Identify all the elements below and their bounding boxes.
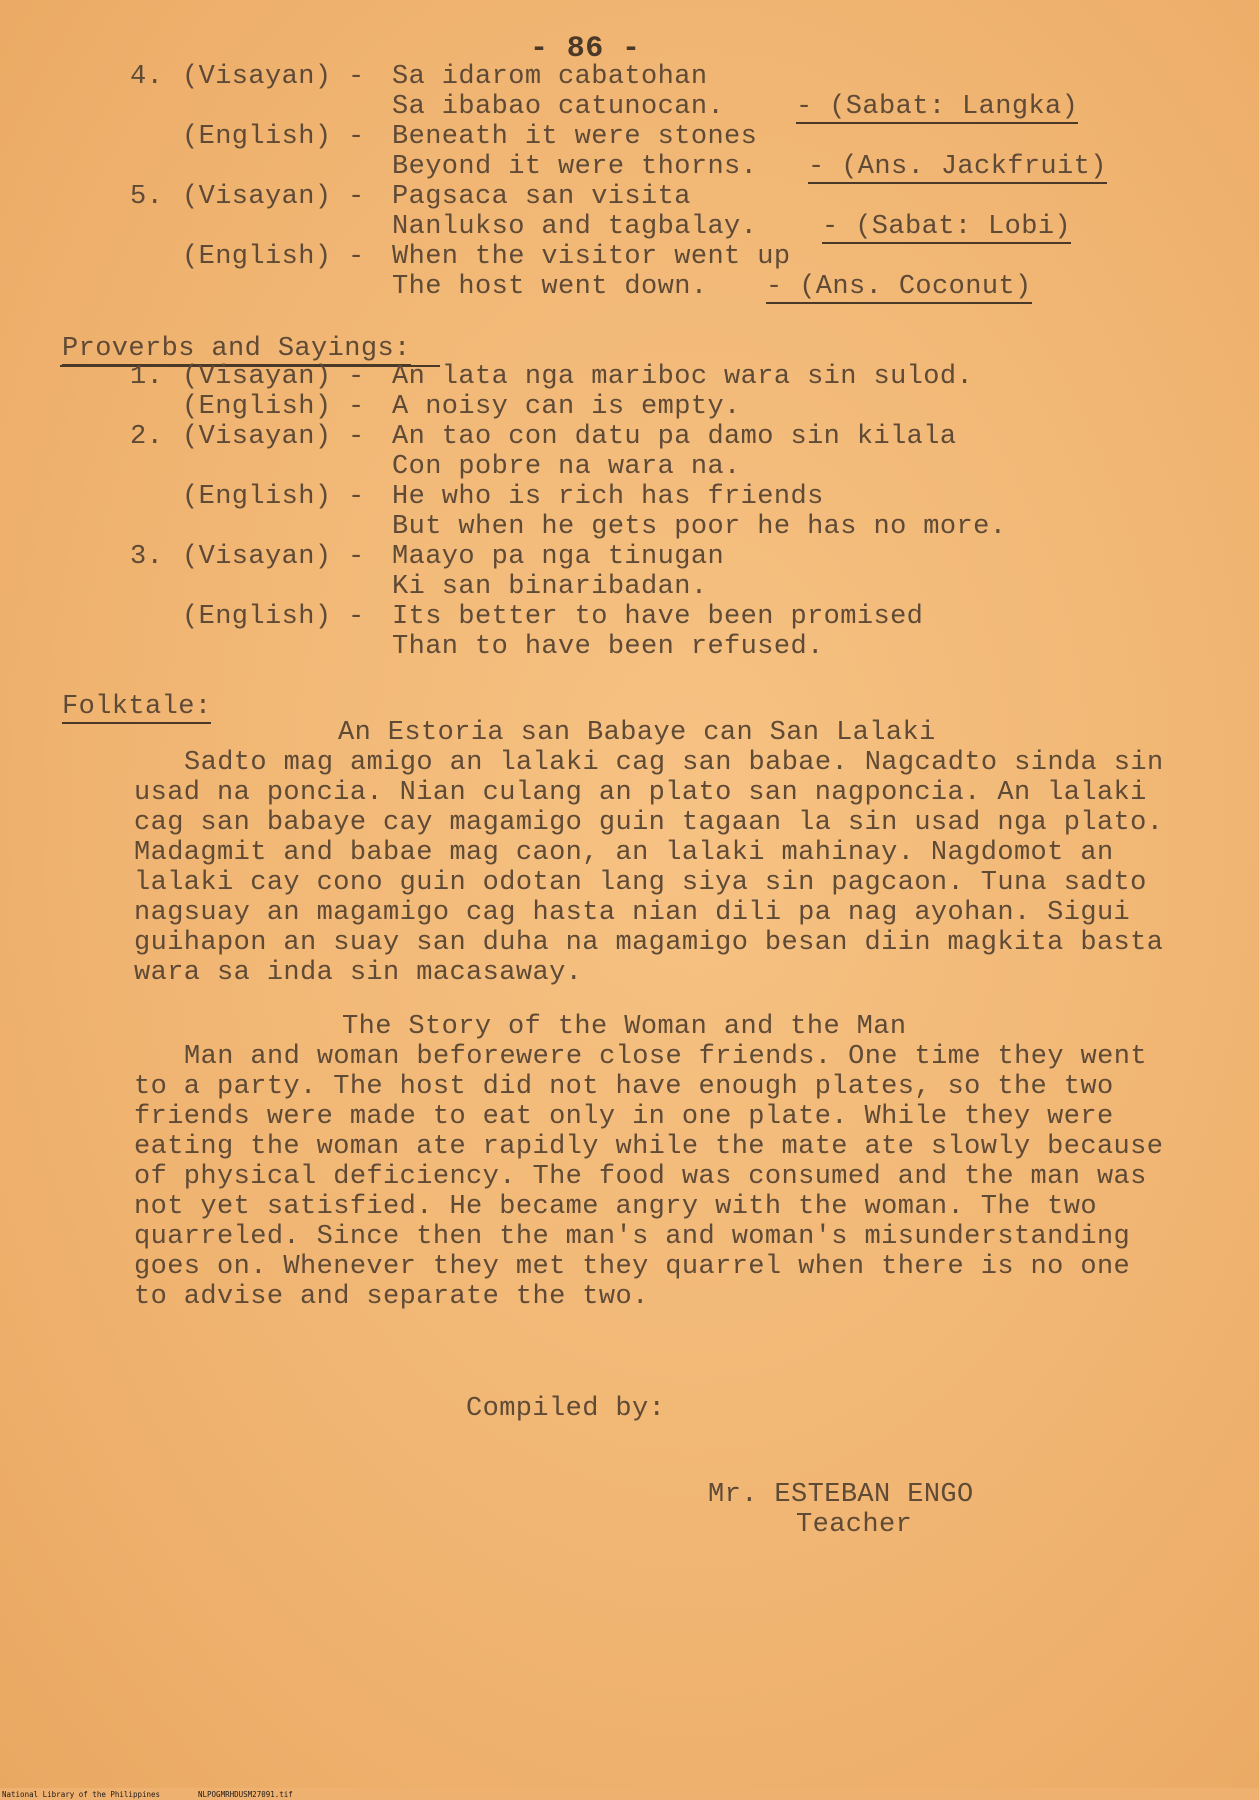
- proverb-visayan-label: (Visayan) -: [182, 362, 365, 392]
- folktale-english-line: eating the woman ate rapidly while the mate ate slowly because: [134, 1132, 1164, 1162]
- folktale-visayan-line: cag san babaye cay magamigo guin tagaan la sin usad nga plato.: [134, 808, 1164, 838]
- folktale-english-line: not yet satisfied. He became angry with the woman. The two: [134, 1192, 1097, 1222]
- riddle-visayan-line: Sa idarom cabatohan: [392, 62, 708, 92]
- folktale-visayan-line: Madagmit and babae mag caon, an lalaki mahinay. Nagdomot an: [134, 838, 1114, 868]
- compiled-by-label: Compiled by:: [466, 1394, 666, 1424]
- folktale-english-line: friends were made to eat only in one plate. While they were: [134, 1102, 1114, 1132]
- riddle-english-line: The host went down.: [392, 272, 708, 302]
- folktale-english-line: Man and woman beforewere close friends. One time they went: [184, 1042, 1147, 1072]
- folktale-heading: Folktale:: [62, 692, 212, 722]
- folktale-english-line: to a party. The host did not have enough plates, so the two: [134, 1072, 1114, 1102]
- riddle-english-answer: - (Ans. Coconut): [766, 272, 1032, 302]
- proverb-visayan-line: Ki san binaribadan.: [392, 572, 708, 602]
- riddle-visayan-label: (Visayan) -: [182, 182, 365, 212]
- proverb-visayan-label: (Visayan) -: [182, 422, 365, 452]
- folktale-visayan-line: nagsuay an magamigo cag hasta nian dili pa nag ayohan. Sigui: [134, 898, 1131, 928]
- proverb-english-line: Than to have been refused.: [392, 632, 824, 662]
- proverb-visayan-line: An lata nga mariboc wara sin sulod.: [392, 362, 974, 392]
- riddle-visayan-answer: - (Sabat: Langka): [796, 92, 1079, 122]
- riddle-number: 4.: [130, 62, 164, 92]
- page-number: - 86 -: [530, 32, 641, 66]
- riddle-english-label: (English) -: [182, 122, 365, 152]
- folktale-english-line: goes on. Whenever they met they quarrel when there is no one: [134, 1252, 1131, 1282]
- riddle-english-line: Beyond it were thorns.: [392, 152, 758, 182]
- proverb-english-label: (English) -: [182, 482, 365, 512]
- proverb-visayan-label: (Visayan) -: [182, 542, 365, 572]
- riddle-visayan-line: Sa ibabao catunocan.: [392, 92, 725, 122]
- folktale-english-line: quarreled. Since then the man's and woman's misunderstanding: [134, 1222, 1131, 1252]
- proverb-number: 3.: [130, 542, 164, 572]
- proverb-english-line: But when he gets poor he has no more.: [392, 512, 1007, 542]
- footer-strip: [0, 1788, 1259, 1800]
- folktale-visayan-title: An Estoria san Babaye can San Lalaki: [338, 718, 936, 748]
- footer-library: National Library of the Philippines: [2, 1790, 161, 1799]
- folktale-visayan-line: wara sa inda sin macasaway.: [134, 958, 583, 988]
- proverb-english-line: A noisy can is empty.: [392, 392, 741, 422]
- folktale-visayan-line: Sadto mag amigo an lalaki cag san babae. Nagcadto sinda sin: [184, 748, 1164, 778]
- proverb-english-label: (English) -: [182, 392, 365, 422]
- compiler-name: Mr. ESTEBAN ENGO: [708, 1480, 974, 1510]
- proverb-number: 1.: [130, 362, 164, 392]
- riddle-english-answer: - (Ans. Jackfruit): [808, 152, 1107, 182]
- folktale-english-line: to advise and separate the two.: [134, 1282, 649, 1312]
- proverb-english-line: He who is rich has friends: [392, 482, 824, 512]
- footer-file-id: NLPOGMRHDUSM27091.tif: [198, 1790, 293, 1799]
- proverb-english-line: Its better to have been promised: [392, 602, 924, 632]
- riddle-english-label: (English) -: [182, 242, 365, 272]
- proverb-visayan-line: An tao con datu pa damo sin kilala: [392, 422, 957, 452]
- proverb-visayan-line: Con pobre na wara na.: [392, 452, 741, 482]
- riddle-visayan-line: Nanlukso and tagbalay.: [392, 212, 758, 242]
- proverbs-heading: Proverbs and Sayings:: [62, 334, 411, 364]
- folktale-english-line: of physical deficiency. The food was consumed and the man was: [134, 1162, 1147, 1192]
- proverb-visayan-line: Maayo pa nga tinugan: [392, 542, 725, 572]
- riddle-visayan-line: Pagsaca san visita: [392, 182, 691, 212]
- proverb-number: 2.: [130, 422, 164, 452]
- folktale-english-title: The Story of the Woman and the Man: [342, 1012, 907, 1042]
- compiler-title: Teacher: [796, 1510, 913, 1540]
- riddle-english-line: When the visitor went up: [392, 242, 791, 272]
- proverb-english-label: (English) -: [182, 602, 365, 632]
- riddle-visayan-answer: - (Sabat: Lobi): [822, 212, 1072, 242]
- riddle-visayan-label: (Visayan) -: [182, 62, 365, 92]
- riddle-number: 5.: [130, 182, 164, 212]
- folktale-visayan-line: guihapon an suay san duha na magamigo besan diin magkita basta: [134, 928, 1164, 958]
- riddle-english-line: Beneath it were stones: [392, 122, 758, 152]
- folktale-visayan-line: usad na poncia. Nian culang an plato san nagponcia. An lalaki: [134, 778, 1147, 808]
- folktale-visayan-line: lalaki cay cono guin odotan lang siya sin pagcaon. Tuna sadto: [134, 868, 1147, 898]
